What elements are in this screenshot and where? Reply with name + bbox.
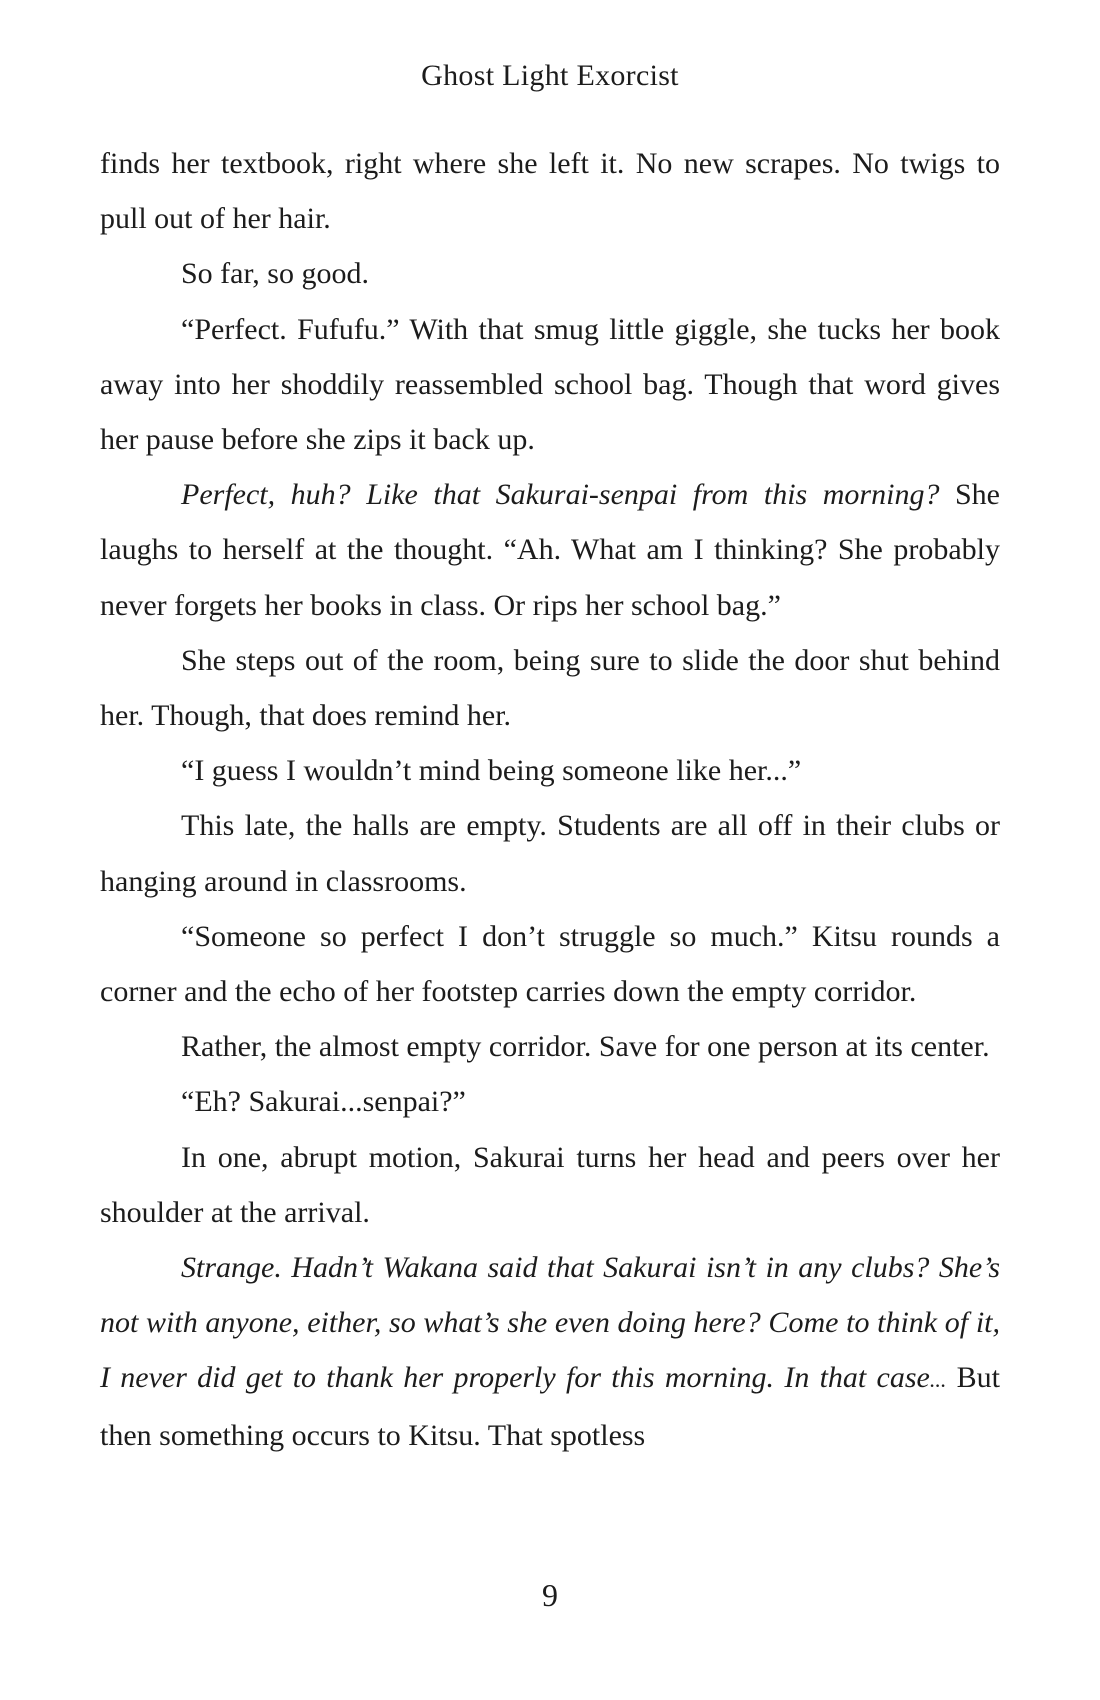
paragraph-8: “Someone so perfect I don’t struggle so much.” Kitsu rounds a corner and the echo of her footstep carries down the empty corridor. bbox=[100, 919, 1000, 1009]
paragraph-9: Rather, the almost empty corridor. Save for one person at its center. bbox=[181, 1030, 990, 1064]
paragraph-1: finds her textbook, right where she left it. No new scrapes. No twigs to pull out of her hair. bbox=[100, 147, 1000, 236]
ellipsis: ... bbox=[929, 1367, 947, 1393]
paragraph-4 bbox=[100, 467, 1000, 633]
paragraph-11: In one, abrupt motion, Sakurai turns her head and peers over her shoulder at the arrival. bbox=[100, 1140, 1000, 1229]
narration: But then something occurs to Kitsu. That spotless bbox=[100, 1361, 1000, 1452]
paragraph-7: This late, the halls are empty. Students are all off in their clubs or hanging around in classrooms. bbox=[100, 809, 1000, 898]
paragraph-5: She steps out of the room, being sure to slide the door shut behind her. Though, that does remind her. bbox=[100, 643, 1000, 733]
inner-thought: Perfect, huh? Like that Sakurai-senpai from this morning? bbox=[181, 478, 940, 512]
paragraph-6: “I guess I wouldn’t mind being someone like her...” bbox=[181, 754, 802, 788]
paragraph-12 bbox=[100, 1240, 1000, 1463]
narration: She laughs to herself at the thought. “Ah. What am I thinking? She probably never forgets her books in class. Or rips her school bag.” bbox=[100, 478, 1000, 622]
running-head: Ghost Light Exorcist bbox=[421, 59, 679, 92]
body-text bbox=[100, 136, 1000, 1463]
inner-thought: Strange. Hadn’t Wakana said that Sakurai isn’t in any clubs? She’s not with anyone, either, so what’s she even doing here? Come to think of it, I never did get to thank her properly for this morning. In that case bbox=[100, 1251, 1000, 1395]
paragraph-2: So far, so good. bbox=[181, 257, 369, 291]
paragraph-3: “Perfect. Fufufu.” With that smug little giggle, she tucks her book away into her shoddily reassembled school bag. Though that word gives her pause before she zips it back up. bbox=[100, 312, 1000, 457]
paragraph-10: “Eh? Sakurai...senpai?” bbox=[181, 1085, 466, 1119]
page-number: 9 bbox=[542, 1577, 558, 1613]
